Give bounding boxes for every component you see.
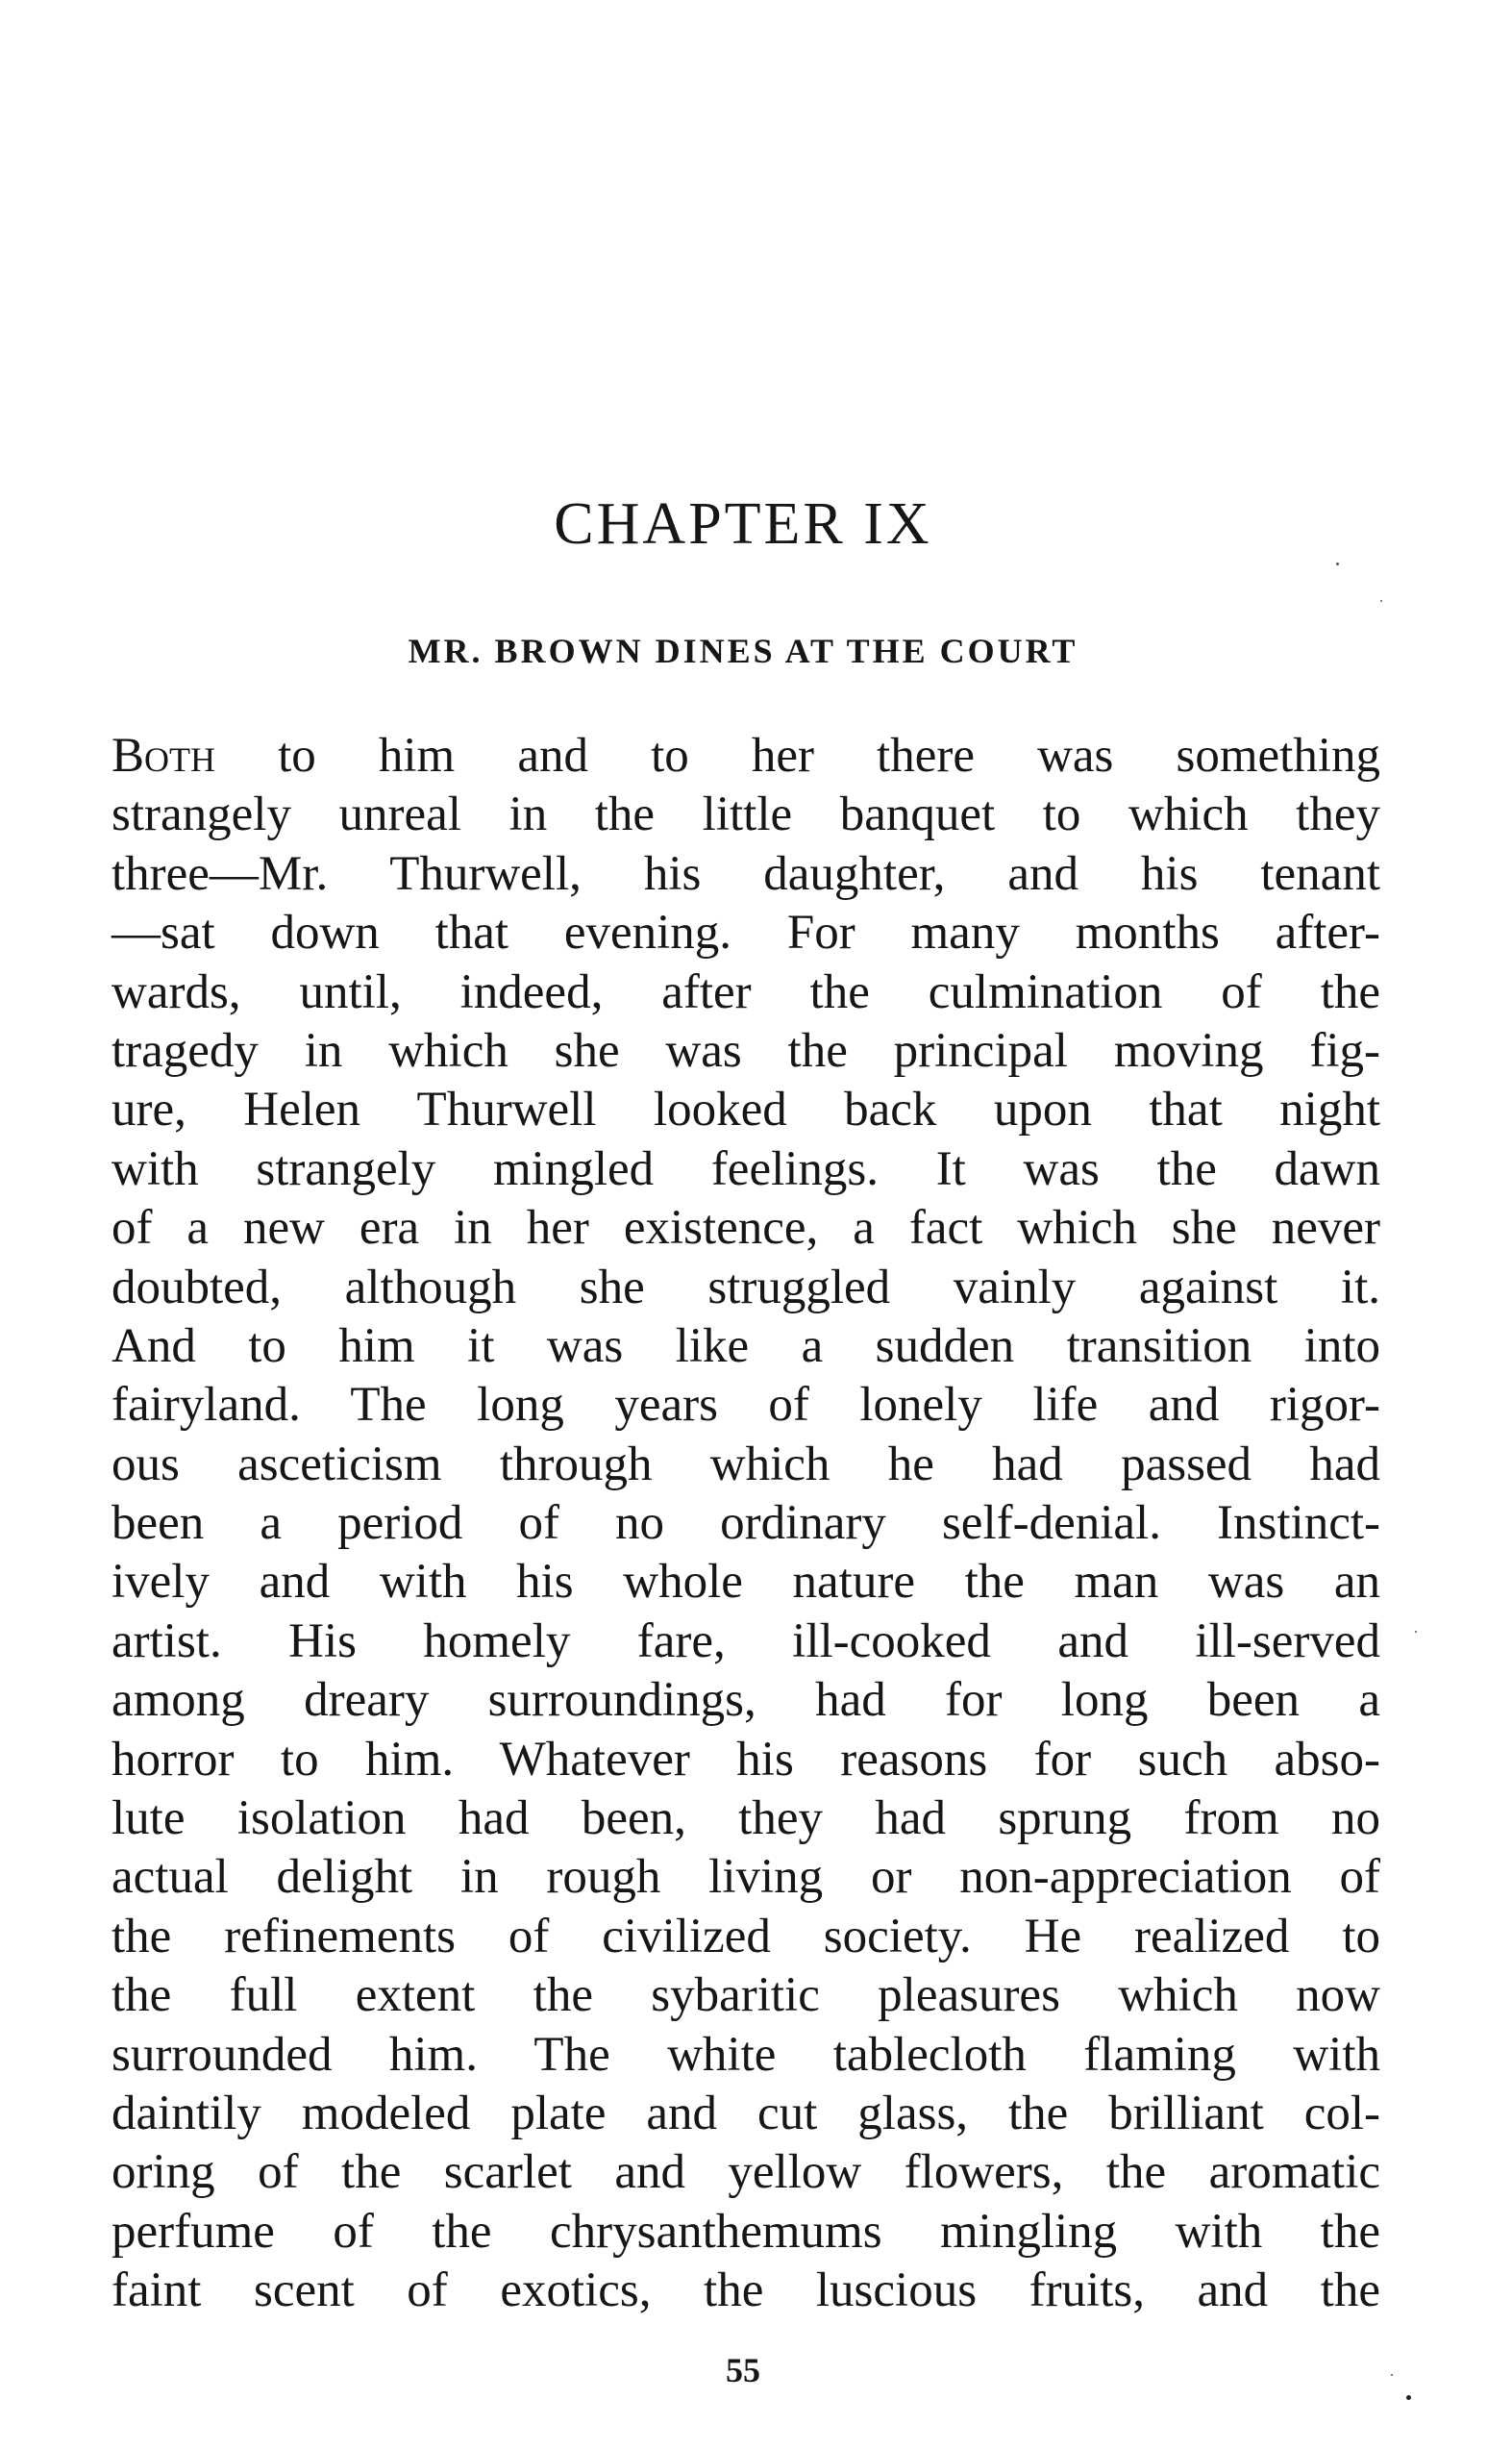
body-line: ure, Helen Thurwell looked back upon that night [112, 1083, 1380, 1138]
body-line: fairyland. The long years of lonely life and rigor- [112, 1378, 1380, 1433]
body-line: of a new era in her existence, a fact which she never [112, 1201, 1380, 1256]
body-line: ively and with his whole nature the man was an [112, 1555, 1380, 1610]
body-line: with strangely mingled feelings. It was the dawn [112, 1141, 1380, 1196]
body-line: oring of the scarlet and yellow flowers, the aromatic [112, 2145, 1380, 2200]
chapter-body [112, 727, 1380, 2321]
body-line: doubted, although she struggled vainly against it. [112, 1260, 1380, 1314]
body-line: actual delight in rough living or non-appreciation of [112, 1850, 1380, 1905]
body-line: And to him it was like a sudden transition into [112, 1318, 1380, 1373]
body-line: horror to him. Whatever his reasons for such abso- [112, 1732, 1380, 1787]
body-line: the full extent the sybaritic pleasures which now [112, 1968, 1380, 2023]
paper-speck [1380, 600, 1382, 602]
page-number: 55 [726, 2351, 760, 2389]
body-line-text: to him and to her there was something [215, 729, 1380, 783]
body-line: strangely unreal in the little banquet to which they [112, 788, 1380, 842]
body-line: the refinements of civilized society. He realized to [112, 1909, 1380, 1963]
chapter-title: CHAPTER IX [554, 491, 932, 557]
body-line: faint scent of exotics, the luscious fruits, and the [112, 2263, 1380, 2318]
paper-speck [1415, 1631, 1417, 1633]
body-line: artist. His homely fare, ill-cooked and ill-served [112, 1613, 1380, 1668]
chapter-subtitle: MR. BROWN DINES AT THE COURT [408, 632, 1078, 670]
body-line: perfume of the chrysanthemums mingling with the [112, 2204, 1380, 2259]
body-line: daintily modeled plate and cut glass, the brilliant col- [112, 2086, 1380, 2140]
paper-speck [1391, 2374, 1393, 2376]
body-line: ous asceticism through which he had passed had [112, 1437, 1380, 1491]
body-line: lute isolation had been, they had sprung from no [112, 1791, 1380, 1846]
body-line: three—Mr. Thurwell, his daughter, and his tenant [112, 846, 1380, 901]
body-line: surrounded him. The white tablecloth flaming with [112, 2027, 1380, 2082]
body-line: —sat down that evening. For many months after- [112, 906, 1380, 961]
drop-word: Both [112, 729, 216, 783]
body-line: tragedy in which she was the principal moving fig- [112, 1023, 1380, 1078]
body-line: been a period of no ordinary self-denial. Instinct- [112, 1496, 1380, 1551]
body-line: wards, until, indeed, after the culmination of the [112, 964, 1380, 1019]
paper-speck [1336, 562, 1339, 565]
body-line: among dreary surroundings, had for long been a [112, 1673, 1380, 1728]
body-line [112, 727, 1380, 786]
paper-speck [1406, 2395, 1411, 2400]
